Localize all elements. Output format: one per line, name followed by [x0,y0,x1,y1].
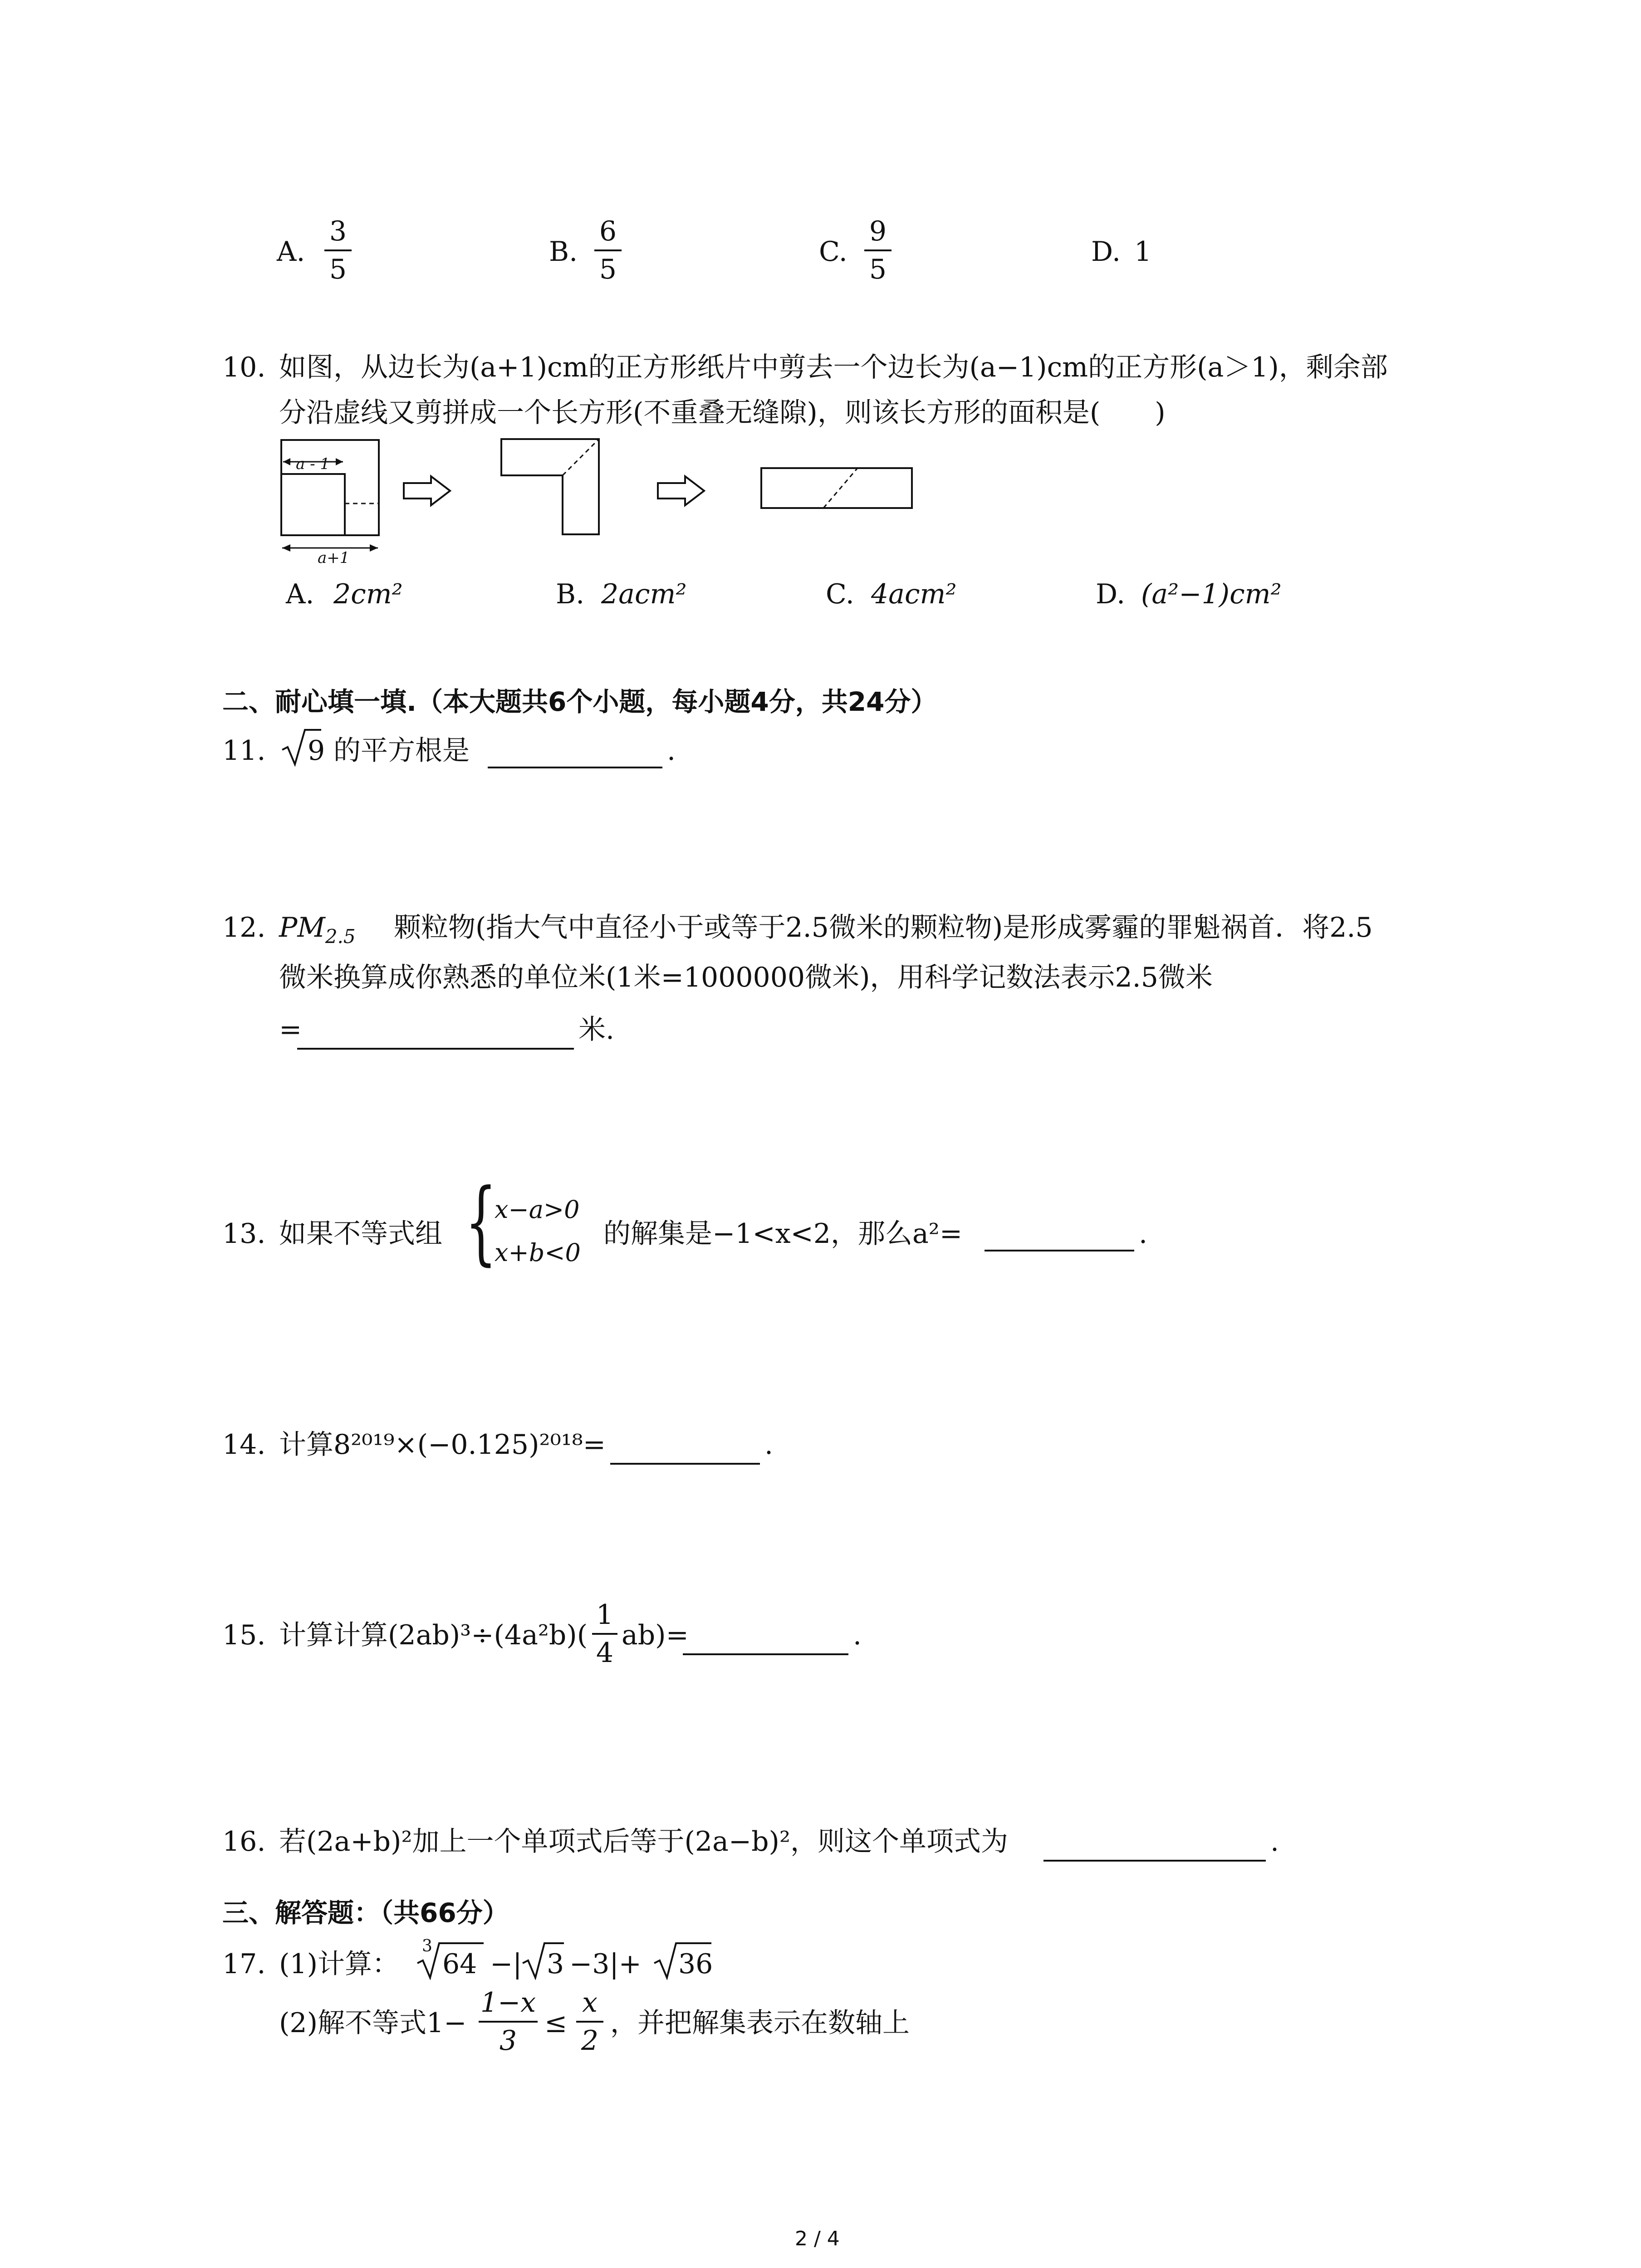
q10-option-a-value: 2cm² [333,578,403,610]
q12-number: 12. [222,912,266,943]
q15-answer-blank [683,1653,848,1655]
q17-fraction-2: x 2 [576,1989,603,2054]
section3-title: 三、解答题：（共66分） [222,1897,509,1928]
q11-number: 11. [222,735,266,767]
q16-answer-blank [1043,1860,1266,1862]
q9-option-d-letter: D. [1091,236,1121,268]
q10-figure [272,431,930,567]
q9-option-c-letter: C. [819,236,847,268]
q17-cube-radicand: 64 [442,1948,477,1980]
q14-answer-blank [610,1463,760,1465]
q17-part1-label: (1)计算： [279,1948,399,1980]
q10-option-d-value: (a²−1)cm² [1141,578,1282,610]
q11-answer-blank [488,767,662,768]
q10-number: 10. [222,352,266,383]
q10-option-c-value: 4acm² [871,578,957,610]
q10-option-b-letter: B. [556,578,585,610]
q15-number: 15. [222,1619,266,1651]
q15-post: ab)= [622,1619,689,1651]
q10-option-b-value: 2acm² [601,578,687,610]
section2-title: 二、耐心填一填.（本大题共6个小题，每小题4分，共24分） [222,686,937,717]
q10-option-d-letter: D. [1096,578,1126,610]
q16-end: . [1270,1826,1279,1857]
q17-mid1: −| [490,1948,522,1980]
q17-mid2: −3|+ [569,1948,642,1980]
q17-part2-end: ，并把解集表示在数轴上 [610,2007,910,2039]
q13-prefix: 如果不等式组 [279,1218,442,1250]
q17-number: 17. [222,1948,266,1980]
q10-figure-bottom-label: a+1 [318,549,350,567]
q10-figure-top-label: a - 1 [296,455,330,473]
q10-option-a-letter: A. [286,578,314,610]
q17-leq: ≤ [544,2007,568,2039]
q12-answer-blank [297,1048,574,1050]
page-number: 2 / 4 [795,2227,840,2250]
q16-number: 16. [222,1826,266,1857]
q12-line3-eq: = [279,1014,302,1046]
q11-end: . [667,735,676,767]
q17-part2-label: (2)解不等式1− [279,2007,467,2039]
q13-number: 13. [222,1218,266,1250]
q12-line2: 微米换算成你熟悉的单位米(1米=1000000微米)，用科学记数法表示2.5微米 [279,962,1213,993]
q15-fraction: 1 4 [592,1601,617,1667]
q10-option-c-letter: C. [826,578,854,610]
q17-sqrt1: 3 [547,1948,564,1980]
q17-fraction-1: 1−x 3 [479,1989,538,2054]
q14-number: 14. [222,1429,266,1461]
q17-sqrt2: 36 [678,1948,713,1980]
q12-line3-end: 米. [578,1014,615,1046]
q12-pm: $PM_{2.5}$ [279,912,356,948]
q10-line2: 分沿虚线又剪拼成一个长方形(不重叠无缝隙)，则该长方形的面积是( ) [279,397,1166,429]
q13-brace: { [465,1169,497,1275]
q13-ineq2: x+b<0 [495,1238,581,1267]
q9-option-c-fraction: 9 5 [864,218,892,283]
q15-end: . [853,1619,862,1651]
q9-option-d-value: 1 [1134,236,1152,268]
q13-ineq1: x−a>0 [495,1195,580,1224]
q15-pre: 计算计算(2ab)³÷(4a²b)( [279,1619,588,1651]
q12-line1: 颗粒物(指大气中直径小于或等于2.5微米的颗粒物)是形成雾霾的罪魁祸首．将2.5 [394,912,1373,943]
q9-option-b-letter: B. [549,236,578,268]
q13-end: . [1139,1218,1148,1250]
q9-option-a-fraction: 3 5 [324,218,352,283]
q11-radicand: 9 [308,735,325,767]
q16-text: 若(2a+b)²加上一个单项式后等于(2a−b)²，则这个单项式为 [279,1826,1008,1857]
q10-line1: 如图，从边长为(a+1)cm的正方形纸片中剪去一个边长为(a−1)cm的正方形(a＞1)，剩余部 [279,352,1388,383]
q9-option-a-letter: A. [277,236,305,268]
q9-option-b-fraction: 6 5 [594,218,622,283]
q17-cube-index: 3 [422,1937,432,1955]
q13-answer-blank [985,1250,1134,1251]
q14-text: 计算8²⁰¹⁹×(−0.125)²⁰¹⁸= [279,1429,606,1461]
q13-middle: 的解集是−1<x<2，那么a²= [603,1218,963,1250]
q14-end: . [764,1429,774,1461]
q11-text: 的平方根是 [333,735,470,767]
